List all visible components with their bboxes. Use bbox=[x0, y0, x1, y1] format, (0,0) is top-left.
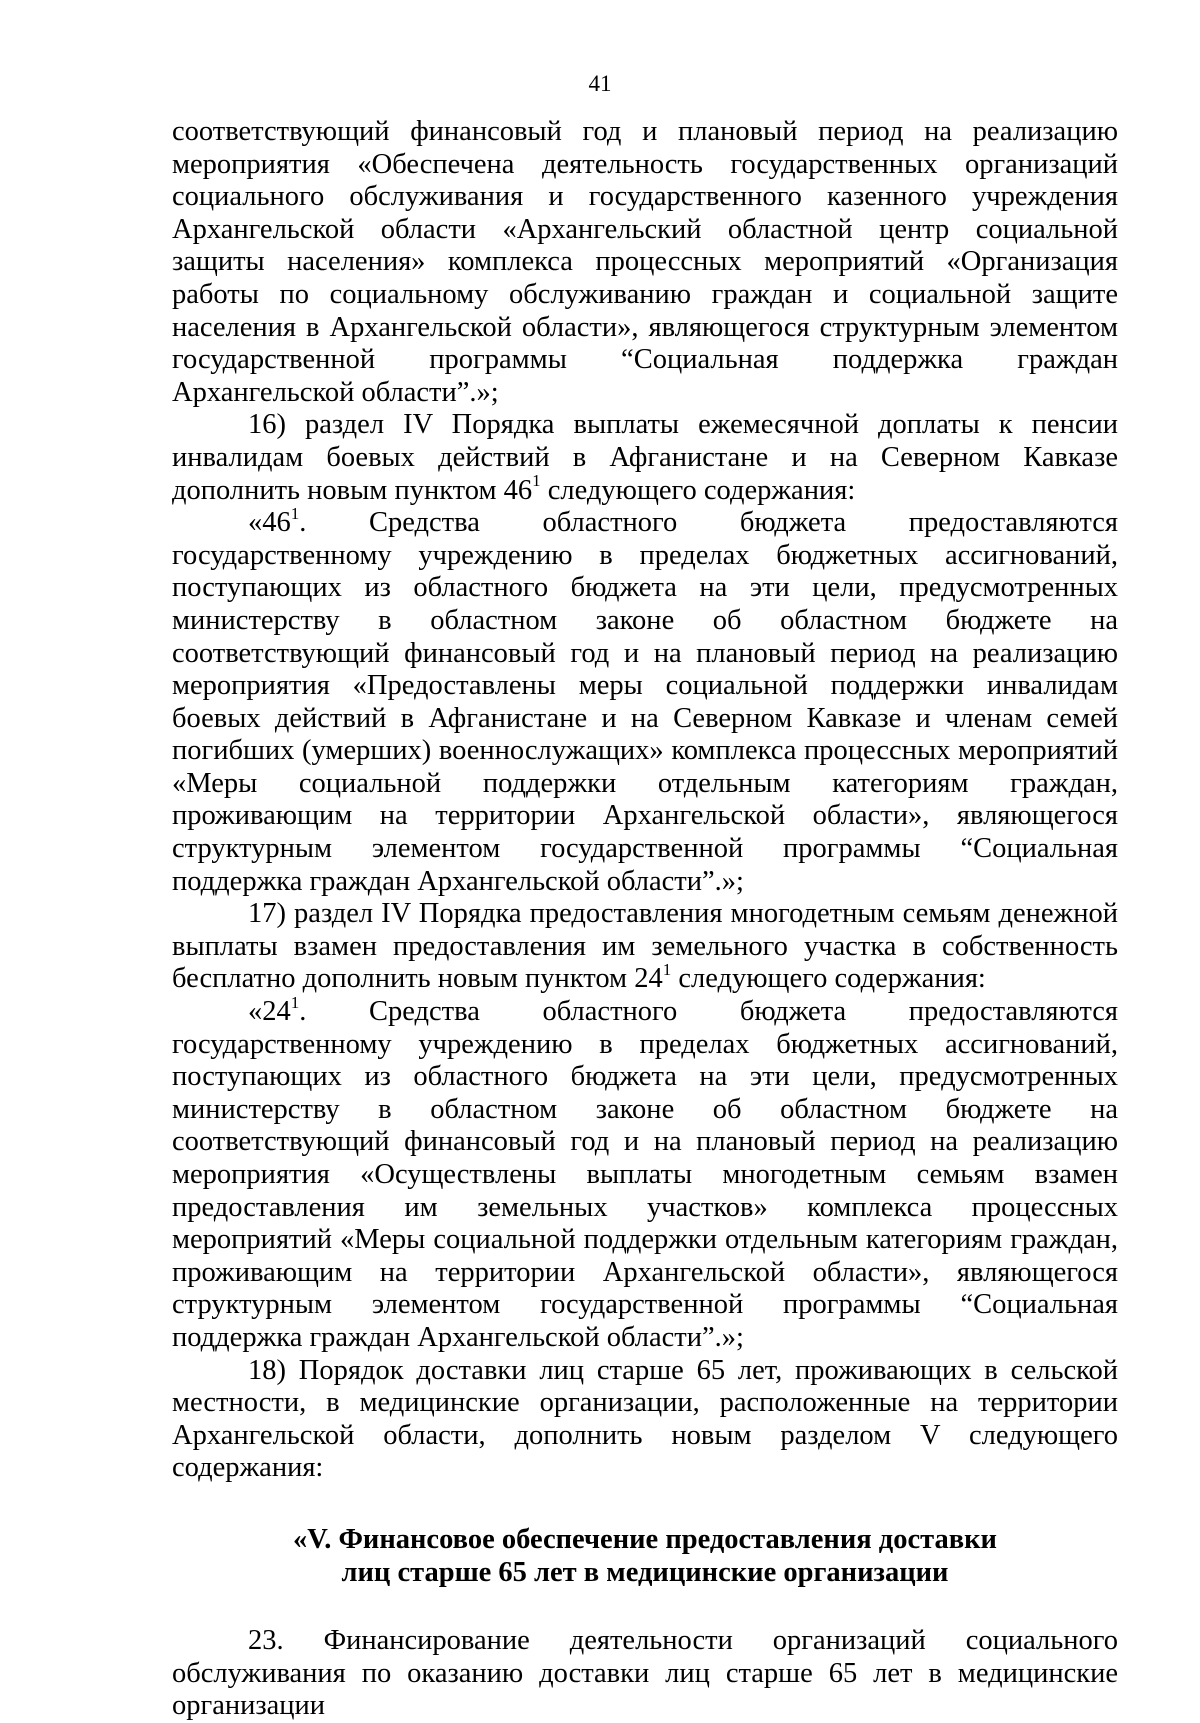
paragraph-text: 16) раздел IV Порядка выплаты ежемесячной доплаты к пенсии инвалидам боевых действий в Афганистане и на Северном Кавказе дополнить новым пунктом 46 bbox=[172, 409, 1118, 506]
paragraph-point-23: 23. Финансирование деятельности организаций социального обслуживания по оказанию доставки лиц старше 65 лет в медицинские организации bbox=[172, 1624, 1118, 1722]
paragraph-text: . Средства областного бюджета предоставляются государственному учреждению в пределах бюджетных ассигнований, поступающих из областного бюджета на эти цели, предусмотренных министерству в областном законе об областном бюджете на соответствующий финансовый год и на плановый период на реализацию мероприятия «Осуществлены выплаты многодетным семьям взамен предоставления им земельных участков» комплекса процессных мероприятий «Меры социальной поддержки отдельным категориям граждан, проживающим на территории Архангельской области», являющегося структурным элементом государственной программы “Социальная поддержка граждан Архангельской области”.»; bbox=[172, 996, 1118, 1353]
paragraph-text: «24 bbox=[248, 996, 291, 1028]
superscript: 1 bbox=[532, 471, 541, 491]
paragraph-text: 17) раздел IV Порядка предоставления многодетным семьям денежной выплаты взамен предоставления им земельного участка в собственность бесплатно дополнить новым пунктом 24 bbox=[172, 898, 1118, 995]
superscript: 1 bbox=[662, 959, 672, 979]
paragraph-text: «46 bbox=[248, 507, 291, 539]
paragraph-text: следующего содержания: bbox=[540, 474, 856, 506]
section-heading-line-2: лиц старше 65 лет в медицинские организации bbox=[341, 1556, 949, 1588]
paragraph-point-46-1 bbox=[172, 503, 1118, 898]
paragraph-text: следующего содержания: bbox=[671, 963, 986, 995]
paragraph-item-17 bbox=[172, 898, 1118, 996]
page-number: 41 bbox=[588, 71, 612, 96]
paragraph-continuation: соответствующий финансовый год и плановый период на реализацию мероприятия «Обеспечена деятельность государственных организаций социального обслуживания и государственного казенного учреждения Архангельской области «Архангельский областной центр социальной защиты населения» комплекса процессных мероприятий «Организация работы по социальному обслуживанию граждан и социальной защите населения в Архангельской области», являющегося структурным элементом государственной программы “Социальная поддержка граждан Архангельской области”.»; bbox=[172, 116, 1118, 408]
superscript: 1 bbox=[290, 503, 300, 523]
superscript: 1 bbox=[290, 992, 300, 1012]
paragraph-item-16 bbox=[172, 409, 1118, 507]
paragraph-item-18: 18) Порядок доставки лиц старше 65 лет, проживающих в сельской местности, в медицинские организации, расположенные на территории Архангельской области, дополнить новым разделом V следующего содержания: bbox=[172, 1354, 1118, 1484]
paragraph-text: . Средства областного бюджета предоставляются государственному учреждению в пределах бюджетных ассигнований, поступающих из областного бюджета на эти цели, предусмотренных министерству в областном законе об областном бюджете на соответствующий финансовый год и на плановый период на реализацию мероприятия «Предоставлены меры социальной поддержки инвалидам боевых действий в Афганистане и на Северном Кавказе и членам семей погибших (умерших) военнослужащих» комплекса процессных мероприятий «Меры социальной поддержки отдельным категориям граждан, проживающим на территории Архангельской области», являющегося структурным элементом государственной программы “Социальная поддержка граждан Архангельской области”.»; bbox=[172, 507, 1118, 897]
document-body bbox=[172, 116, 1118, 1723]
section-heading-line-1: «V. Финансовое обеспечение предоставления доставки bbox=[293, 1523, 997, 1555]
section-heading bbox=[172, 1523, 1118, 1589]
paragraph-point-24-1 bbox=[172, 992, 1118, 1355]
